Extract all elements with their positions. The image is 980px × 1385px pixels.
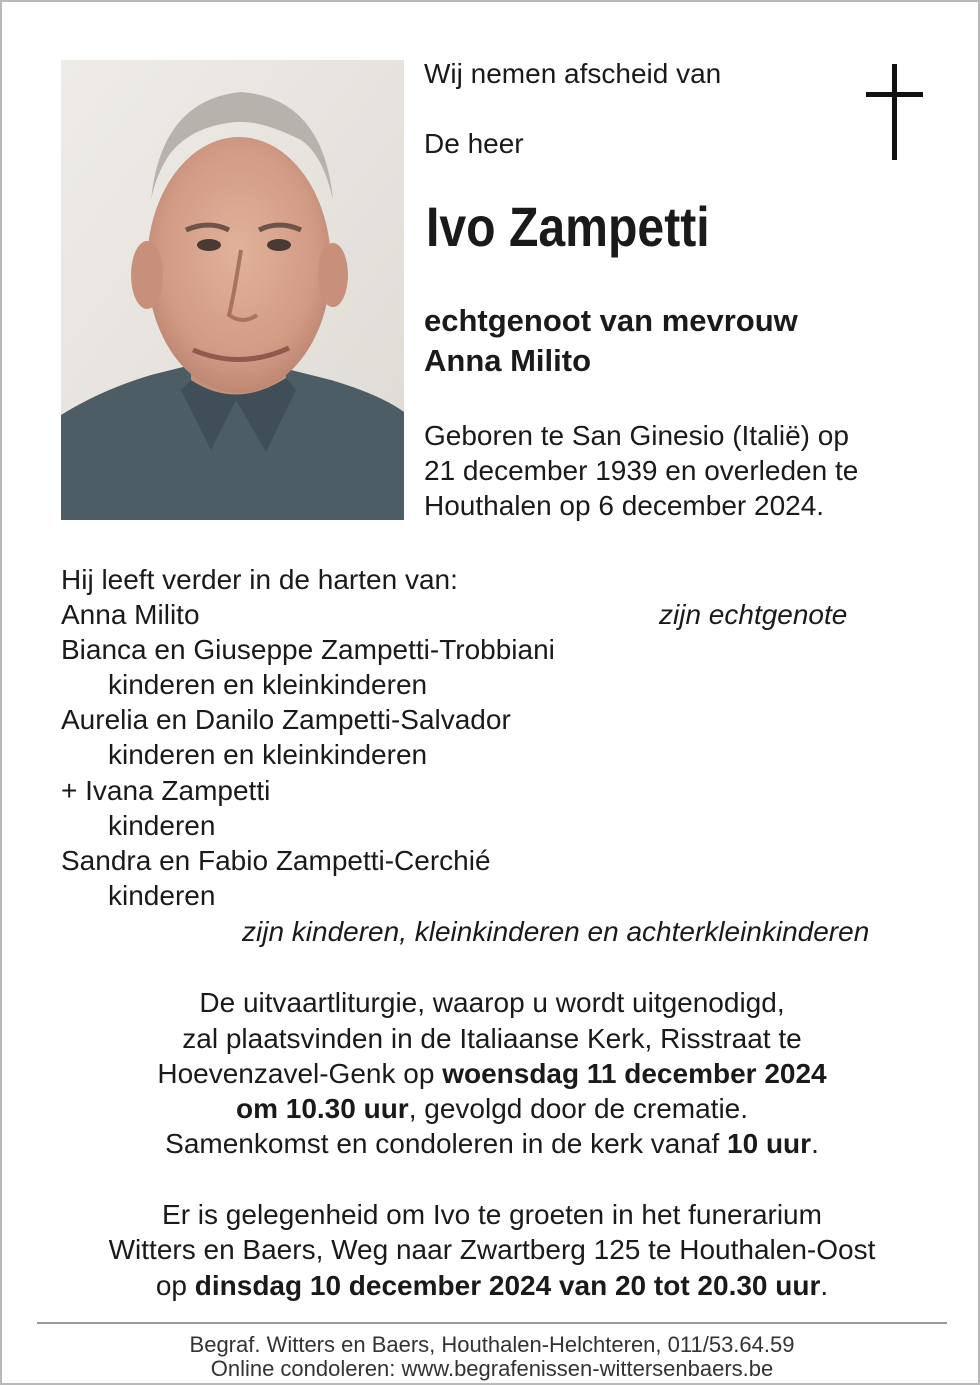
cross-icon (864, 64, 926, 160)
family-member-descendants: kinderen en kleinkinderen (108, 739, 428, 770)
family-closing: zijn kinderen, kleinkinderen en achterkleinkinderen (242, 916, 870, 947)
intro-line: Wij nemen afscheid van (424, 58, 722, 89)
funeral-text: Hoevenzavel-Genk op (157, 1058, 443, 1089)
birth-line: Geboren te San Ginesio (Italië) op (424, 420, 849, 451)
family-member-descendants: kinderen (108, 810, 216, 841)
spouse-intro: echtgenoot van mevrouw (424, 303, 798, 338)
family-member: Aurelia en Danilo Zampetti-Salvador (61, 704, 511, 735)
funeral-time: om 10.30 uur (235, 1093, 409, 1124)
visit-line (2, 1268, 980, 1303)
visit-line: Er is gelegenheid om Ivo te groeten in het funerarium (162, 1199, 822, 1230)
birth-death-text (424, 418, 858, 523)
funeral-line (2, 1056, 980, 1091)
funeral-text: Samenkomst en condoleren in de kerk vanaf (165, 1128, 728, 1159)
visit-text: . (820, 1270, 829, 1301)
footer-divider (37, 1322, 947, 1324)
birth-line: 21 december 1939 en overleden te (424, 455, 859, 486)
family-member-descendants: kinderen en kleinkinderen (108, 669, 428, 700)
birth-line: Houthalen op 6 december 2024. (424, 490, 825, 521)
family-member-descendants: kinderen (108, 880, 216, 911)
family-spouse-name: Anna Milito (61, 599, 200, 630)
portrait-photo (61, 60, 404, 520)
funeral-text: . (811, 1128, 819, 1159)
funeral-text: , gevolgd door de crematie. (408, 1093, 749, 1124)
visit-line: Witters en Baers, Weg naar Zwartberg 125 te Houthalen-Oost (108, 1234, 876, 1265)
deceased-name: Ivo Zampetti (426, 195, 710, 258)
family-member: + Ivana Zampetti (61, 775, 271, 806)
family-spouse-role: zijn echtgenote (659, 599, 848, 630)
footer-undertaker: Begraf. Witters en Baers, Houthalen-Helchteren, 011/53.64.59 (189, 1332, 795, 1357)
family-member: Sandra en Fabio Zampetti-Cerchié (61, 845, 491, 876)
title-line: De heer (424, 128, 524, 159)
family-heading: Hij leeft verder in de harten van: (61, 564, 458, 595)
funeral-date: woensdag 11 december 2024 (442, 1058, 827, 1089)
family-member: Bianca en Giuseppe Zampetti-Trobbiani (61, 634, 555, 665)
visit-date: dinsdag 10 december 2024 van 20 tot 20.30 uur (194, 1270, 821, 1301)
funeral-line (2, 1091, 980, 1126)
funeral-line (2, 1126, 980, 1161)
visit-text: op (155, 1270, 195, 1301)
portrait-illustration (61, 60, 404, 520)
funeral-line: zal plaatsvinden in de Italiaanse Kerk, Risstraat te (182, 1023, 802, 1054)
footer-online-condolence: Online condoleren: www.begrafenissen-wittersenbaers.be (210, 1356, 774, 1381)
spouse-name: Anna Milito (424, 343, 592, 378)
condolence-time: 10 uur (727, 1128, 812, 1159)
funeral-line: De uitvaartliturgie, waarop u wordt uitgenodigd, (199, 987, 785, 1018)
